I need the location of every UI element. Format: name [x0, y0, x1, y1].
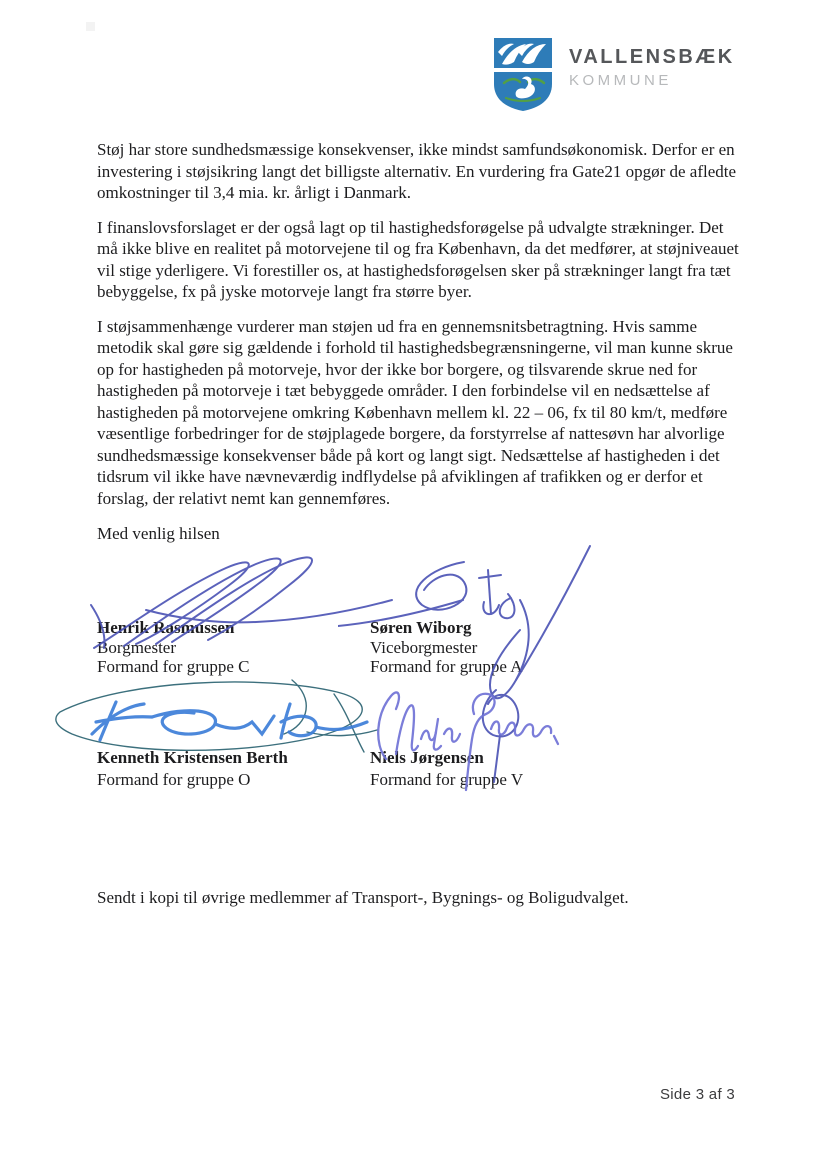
letter-body	[97, 139, 745, 522]
logo-wordmark	[569, 38, 735, 88]
coat-of-arms-icon	[492, 38, 554, 112]
signatory-block-niels-jorgensen	[370, 747, 523, 791]
municipality-logo	[492, 38, 735, 112]
logo-title: VALLENSBÆK	[569, 46, 735, 68]
body-paragraph: I finanslovsforslaget er der også lagt op til hastighedsforøgelse på udvalgte strækninger. Det må ikke blive en realitet på motorvejene til og fra København, da det medfører, at støjniveauet vil stige yderligere. Vi forestiller os, at hastighedsforøgelsen sker på strækninger langt fra tæt bebyggelse, fx på jyske motorveje langt fra større byer.	[97, 217, 739, 301]
signatory-title: Formand for gruppe V	[370, 770, 524, 789]
signatory-name: Kenneth Kristensen Berth	[97, 748, 288, 767]
signatory-title: Formand for gruppe A	[370, 657, 523, 676]
signatory-title: Borgmester	[97, 637, 177, 657]
signatory-name: Niels Jørgensen	[370, 748, 484, 767]
signatory-name: Henrik Rasmussen	[97, 618, 235, 637]
signatory-name: Søren Wiborg	[370, 618, 472, 637]
closing-salutation: Med venlig hilsen	[97, 524, 220, 543]
signatory-title: Viceborgmester	[370, 637, 478, 657]
scan-artifact	[86, 22, 95, 31]
signatory-title: Formand for gruppe O	[97, 770, 251, 789]
page-number: Side 3 af 3	[660, 1086, 736, 1103]
body-paragraph: Støj har store sundhedsmæssige konsekvenser, ikke mindst samfundsøkonomisk. Derfor er en investering i støjsikring langt det billigste alternativ. En vurdering fra Gate21 opgør de afledte omkostninger til 3,4 mia. kr. årligt i Danmark.	[97, 140, 737, 202]
logo-subtitle: KOMMUNE	[569, 72, 672, 89]
body-paragraph: I støjsammenhænge vurderer man støjen ud fra en gennemsnitsbetragtning. Hvis samme metodik skal gøre sig gældende i forhold til hastighedsbegrænsningerne, vil man kunne skrue op for hastigheden på motorveje, hvor der ikke bor borgere, og tilsvarende skrue ned for hastigheden på motorveje i tæt bebyggede områder. I den forbindelse vil en nedsættelse af hastigheden på motorvejene omkring København mellem kl. 22 – 06, fx til 80 km/t, medføre væsentlige forbedringer for de støjplagede borgere, da forstyrrelse af nattesøvn har alvorlige sundhedsmæssige konsekvenser både på kort og langt sigt. Nedsættelse af hastigheden i det tidsrum vil ikke have nævneværdig indflydelse på afviklingen af trafikken og er derfor et forslag, der relativt nemt kan gennemføres.	[97, 316, 733, 508]
signatory-block-henrik-rasmussen	[97, 618, 250, 677]
signatory-title: Formand for gruppe C	[97, 657, 250, 676]
cc-note: Sendt i kopi til øvrige medlemmer af Transport-, Bygnings- og Boligudvalget.	[97, 888, 629, 907]
signatory-block-kenneth-kristensen-berth	[97, 747, 288, 791]
signatory-block-soren-wiborg	[370, 618, 523, 677]
